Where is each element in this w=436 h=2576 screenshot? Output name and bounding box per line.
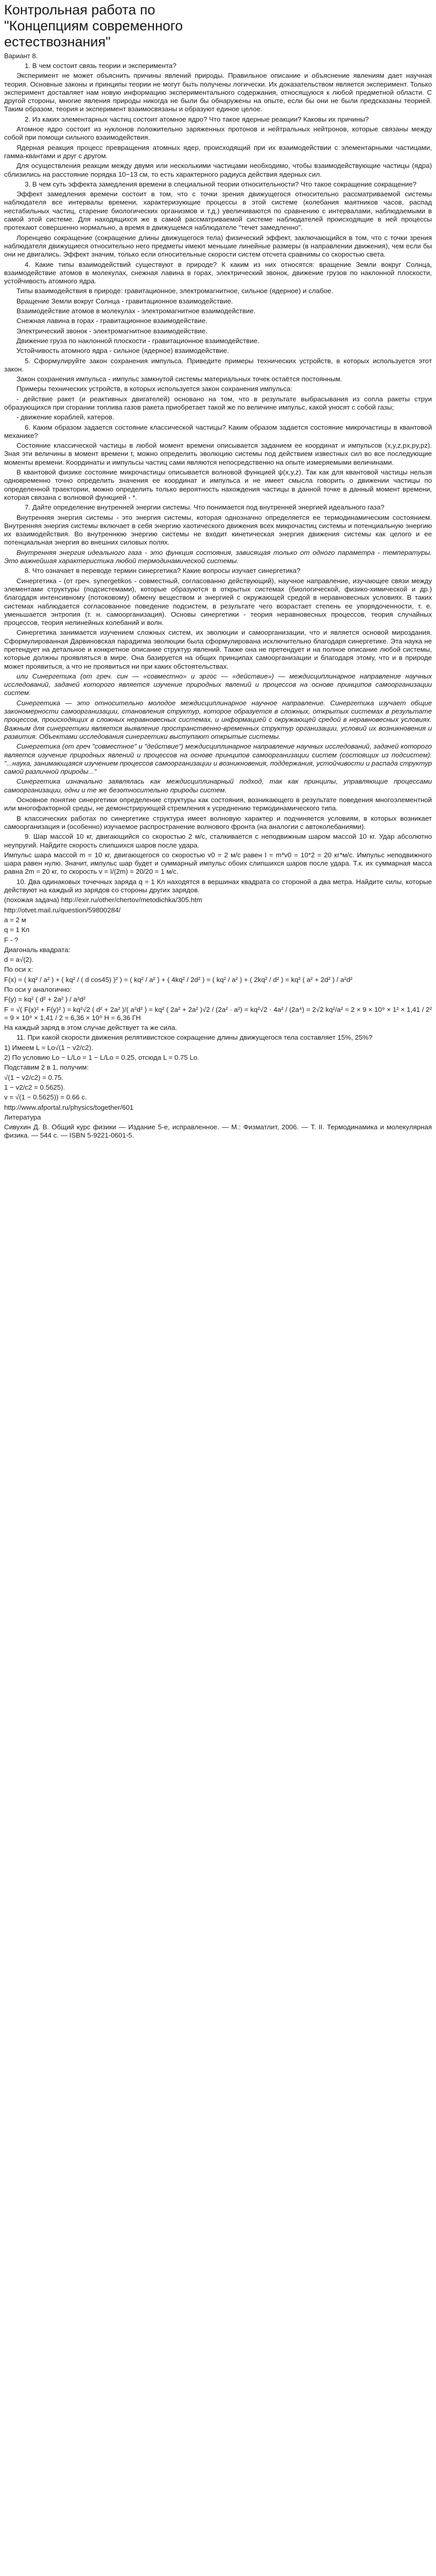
question-paragraph: 3. В чем суть эффекта замедления времени в специальной теории относительности? Что такое сокращение сокращение? — [25, 180, 417, 188]
variant-label: Вариант 8. — [4, 52, 38, 60]
paragraph: Синергетика - (от греч. synergetikos - совместный, согласованно действующий), научное направление, изучающее связи между элементами структуры (подсистемами), которые образуются в открытых системах (биологической, физико-химической и др.) благодаря интенсивному (потоковому) обмену веществом и энергией с окружающей средой в неравновесных условиях. В таких системах наблюдается согласованное поведение подсистем, в результате чего возрастает степень ее упорядоченности, т. е. уменьшается энтропия (т. н. самоорганизация). Основы синергетики - теория неравновесных процессов, теория случайных процессов, теория нелинейных колебаний и волн. — [4, 577, 432, 627]
paragraph: F - ? — [4, 936, 19, 944]
paragraph: а = 2 м — [4, 916, 26, 924]
question-paragraph: 5. Сформулируйте закон сохранения импульса. Приведите примеры технических устройств, в которых используется этот закон. — [4, 357, 432, 373]
document — [0, 0, 436, 1145]
paragraph: d = a√(2). — [4, 956, 34, 964]
paragraph: - действие ракет (и реактивных двигателей) основано на том, что в результате выбрасывания из сопла ракеты струи образующихся при сгорании топлива газов ракета приобретает такой же по величине импульс, какой уносят с собой газы; — [4, 395, 432, 411]
paragraph: или Синергетика (от греч. син — «совместно» и эргос — «действие») — междисциплинарное направление научных исследований, задачей которого является изучение природных явлений и процессов на основе принципов самоорганизации систем. — [4, 672, 432, 697]
question-paragraph: 1. В чем состоит связь теории и эксперимента? — [25, 62, 177, 70]
paragraph: q = 1 Кл — [4, 926, 30, 934]
paragraph: По оси у аналогично: — [4, 985, 72, 993]
paragraph: Диагональ квадрата: — [4, 945, 71, 954]
paragraph: Внутренняя энергия идеального газа - это функция состояния, зависящая только от одного параметра - температуры. Это важнейшая характеристика любой термодинамической системы. — [4, 548, 432, 565]
paragraph: Электрический звонок - электромагнитное взаимодействие. — [16, 327, 207, 335]
paragraph: Основное понятие синергетики определение структуры как состояния, возникающего в результате поведения многоэлементной или многофакторной среды, не демонстрирующей стремления к усреднению термодинамического типа. — [4, 796, 432, 812]
paragraph: Синергетика изначально заявлялась как междисциплинарный подход, так как принципы, управляющие процессами самоорганизации, одни и те же безотносительно природы систем. — [4, 777, 432, 794]
paragraph: Подставим 2 в 1, получим: — [4, 1063, 89, 1072]
question-paragraph: 8. Что означает в переводе термин синергетика? Какие вопросы изучает синергетика? — [25, 567, 301, 575]
paragraph: Эксперимент не может объяснить причины явлений природы. Правильное описание и объяснение явлениям дает научная теория. Основные законы и принципы теории не могут быть получены логически. Их доказательством является эксперимент. Только эксперимент доставляет нам новую информацию экспериментального содержания, относящуюся к любой предметной области. С другой стороны, многие явления природы никогда не были бы обнаружены на опыте, если бы они не были предсказаны теорией. Таким образом, теория и эксперимент взаимосвязаны и образуют единое целое. — [4, 72, 432, 113]
paragraph: http://www.afportal.ru/physics/together/601 — [4, 1103, 134, 1111]
paragraph: 1 − v2/c2 = 0.5625). — [4, 1083, 65, 1091]
paragraph: 1) Имеем L = Lo√(1 − v2/c2). — [4, 1043, 93, 1052]
paragraph: Закон сохранения импульса - импульс замкнутой системы материальных точек остаётся постоянным. — [16, 375, 342, 383]
question-paragraph: 7. Дайте определение внутренней энергии системы. Что понимается под внутренней энергией идеального газа? — [25, 503, 385, 512]
page-title: Контрольная работа по "Концепциям современного естествознания" — [4, 2, 183, 49]
paragraph: Для осуществления реакции между двумя или несколькими частицами необходимо, чтобы взаимодействующие частицы (ядра) сблизились на расстояние порядка 10−13 см, то есть характерного радиуса действия ядерных сил. — [4, 162, 432, 178]
paragraph: В квантовой физике состояние микрочастицы описывается волновой функцией ψ(x,y,z). Так как для квантовой частицы нельзя одновременно точно определить значения ее координат и импульса и не имеет смысла говорить о движении частицы по определенной траектории, можно определить только вероятность нахождения частицы в данной точке в данный момент времени, которая связана с волновой функцией - *. — [4, 468, 432, 501]
paragraph: Лоренцево сокращение (сокращение длины движущегося тела) физический эффект, заключающийся в том, что с точки зрения наблюдателя движущиеся относительно него предметы имеют меньшие линейные размеры (в направлении движения), чем если бы они не двигались. Эффект значим, только если относительные скорости систем отсчета сравнимы со скоростью света. — [4, 233, 432, 259]
paragraph: На каждый заряд в этом случае действует та же сила. — [4, 1024, 178, 1032]
paragraph: Литература — [4, 1113, 41, 1121]
paragraph: Примеры технических устройств, в которых используется закон сохранения импульса: — [16, 385, 292, 393]
paragraph: Синергетика занимается изучением сложных систем, их эволюции и самоорганизации, что и является основой мироздания. Сформулированная Дарвиновская парадигма эволюции была сформулирована исключительно благодаря синергетике. Эта наука не претендует на детальное и конкретное описание структур явлений. Также она не претендует и на полное описание любой системы, которые должны проявляться в мире. Она базируется на общих принципах самоорганизации и благодаря этому, что и в природе может проявиться, а что не проявиться ни при каких обстоятельствах. — [4, 629, 432, 670]
paragraph: Ядерная реакция процесс превращения атомных ядер, происходящий при их взаимодействии с элементарными частицами, гамма-квантами и друг с другом. — [4, 143, 432, 160]
paragraph: Импульс шара массой m = 10 кг, двигающегося со скоростью v0 = 2 м/с равен Ι = m*v0 = 10*2 = 20 кг*м/с. Импульс неподвижного шара равен нулю. Значит, импульс шар будет и суммарный импульс обоих слипшихся шаров после удара. Т.к. их суммарная масса равна 2m = 20 кг, то скорость v = Ι/(2m) = 20/20 = 1 м/с. — [4, 851, 432, 876]
paragraph: 10. Два одинаковых точечных заряда q = 1 Кл находятся в вершинах квадрата со стороной а два метра. Найдите силы, которые действуют на каждый из зарядов со стороны других зарядов. — [4, 877, 432, 894]
paragraph: Снежная лавина в горах - гравитационное взаимодействие. — [16, 317, 207, 325]
paragraph: В классических работах по синергетике структура имеет волновую характер и подчиняется условиям, в которых возникает самоорганизация и (особенно) изучаемое распространение волнового фронта (на аналогии с автоколебаниями). — [4, 814, 432, 831]
paragraph: F(x) = ( kq² / a² ) + ( kq² / ( d cos45) )² ) = ( kq² / a² ) + ( 4kq² / 2d² ) = ( kq² / a² ) + ( 2kq² / d² ) = kq² ( a² + 2d² ) / a²d² — [4, 975, 353, 984]
paragraph: F = √( F(x)² + F(y)² ) = kq²√2 ( d² + 2a² )/( a²d² ) = kq² ( 2a² + 2a² )√2 / (2a² · a²) = kq²√2 · 4a² / (2a⁴) = 2√2 kq²/a² = 2 × 9 × 10⁹ × 1² × 1,41 / 2² = 9 × 10⁹ × 1,41 / 2 = 6,36 × 10⁹ Н = 6,36 ГН — [4, 1005, 432, 1022]
document-body — [4, 62, 432, 1140]
paragraph: Вращение Земли вокруг Солнца - гравитационное взаимодействие. — [16, 297, 233, 305]
paragraph: 11. При какой скорости движения релятивистское сокращение длины движущегося тела составляет 15%, 25%? — [16, 1033, 373, 1042]
paragraph: - движение кораблей, катеров. — [16, 413, 114, 421]
question-paragraph: 2. Из каких элементарных частиц состоит атомное ядро? Что такое ядерные реакции? Каковы их причины? — [25, 115, 369, 123]
paragraph: Внутренняя энергия системы - это энергия системы, которая однозначно определяется ее термодинамическим состоянием. Внутренняя энергия системы включает в себя энергию хаотического движения всех микрочастиц системы и потенциальную энергию их взаимодействия. Во внутреннюю энергию системы не входит кинетическая энергия движения системы как целого и ее потенциальная энергия во внешних силовых полях. — [4, 513, 432, 547]
paragraph: Синергетика (от греч "совместное" и "действие") междисциплинарное направление научных исследований, задачей которого является изучение природных явлений и процессов на основе принципов самоорганизации систем (состоящих из подсистем). "...наука, занимающаяся изучением процессов самоорганизации и возникновения, поддержания, устойчивости и распада структур самой различной природы..." — [4, 742, 432, 776]
paragraph: √(1 − v2/c2) = 0.75. — [4, 1073, 64, 1081]
paragraph: Сивухин Д. В. Общий курс физики — Издание 5-е, исправленное. — М.: Физматлит, 2006. — Т. II. Термодинамика и молекулярная физика. — 544 с. — ISBN 5-9221-0601-5. — [4, 1123, 432, 1140]
question-paragraph: 9. Шар массой 10 кг, двигающийся со скоростью 2 м/с, сталкивается с неподвижным шаром массой 10 кг. Удар абсолютно неупругий. Найдите скорость слипшихся шаров после удара. — [4, 833, 432, 849]
question-paragraph: 4. Какие типы взаимодействий существуют в природе? К каким из них относятся: вращение Земли вокруг Солнца, взаимодействие атомов в молекулах, снежная лавина в горах, электрический звонок, движение грузов по наклонной плоскости, устойчивость атомного ядра. — [4, 260, 432, 285]
paragraph: Синергетика — это относительно молодое междисциплинарное научное направление. Синергетика изучает общие закономерности самоорганизации, становления структур, которое образуется в сложных, открытых системах в результате процессов, происходящих в сложных неравновесных системах, и информацией с окружающей средой в неравновесных условиях. Важным для синергетики является выявление пространственно-временных структур организации, условий их возникновения и развития. Объектами исследования синергетики выступают открытые системы. — [4, 699, 432, 740]
paragraph: По оси x: — [4, 965, 33, 974]
paragraph: Типы взаимодействия в природе: гравитационное, электромагнитное, сильное (ядерное) и слабое. — [16, 287, 334, 295]
paragraph: Движение груза по наклонной плоскости - гравитационное взаимодействие. — [16, 336, 259, 345]
question-paragraph: 6. Каким образом задается состояние классической частицы? Каким образом задается состояние микрочастицы в квантовой механике? — [4, 423, 432, 439]
paragraph: Состояние классической частицы в любой момент времени описывается заданием ее координат и импульсов (x,y,z,px,py,pz). Зная эти величины в момент времени t, можно определить эволюцию системы под действием известных сил во все последующие моменты времени. Координаты и импульсы частиц сами являются непосредственно на опыте измеряемыми величинами. — [4, 442, 432, 466]
paragraph: Атомное ядро состоит из нуклонов положительно заряженных протонов и нейтральных нейтронов, которые связаны между собой при помощи сильного взаимодействия. — [4, 125, 432, 142]
paragraph: http://otvet.mail.ru/question/59800284/ — [4, 906, 121, 914]
paragraph: 2) По условию Lo − L/Lo = 1 − L/Lo = 0.25, отсюда L = 0.75 Lo. — [4, 1054, 199, 1062]
paragraph: Взаимодействие атомов в молекулах - электромагнитное взаимодействие. — [16, 307, 256, 315]
paragraph: Устойчивость атомного ядра - сильное (ядерное) взаимодействие. — [16, 347, 229, 355]
paragraph: (похожая задача) http://exir.ru/other/chertov/metodichka/305.htm — [4, 896, 202, 904]
paragraph: F(y) = kq² ( d² + 2a² ) / a²d² — [4, 995, 86, 1004]
paragraph: Эффект замедления времени состоит в том, что с точки зрения движущегося относительно рассматриваемой системы наблюдателя все интервалы времени, характеризующие процессы в этой системе (колебания маятников часов, распад нестабильных частиц, старение биологических организмов и т.д.) увеличиваются по сравнению с интервалами, наблюдаемыми в самой этой системе. Для находящихся же в самой рассматриваемой системе наблюдателей происходящие в ней процессы протекают совершенно нормально, а время в движущемся наблюдателе "течет замедленно". — [4, 190, 432, 232]
paragraph: v = √(1 − 0.5625)) = 0.66 c. — [4, 1093, 87, 1101]
